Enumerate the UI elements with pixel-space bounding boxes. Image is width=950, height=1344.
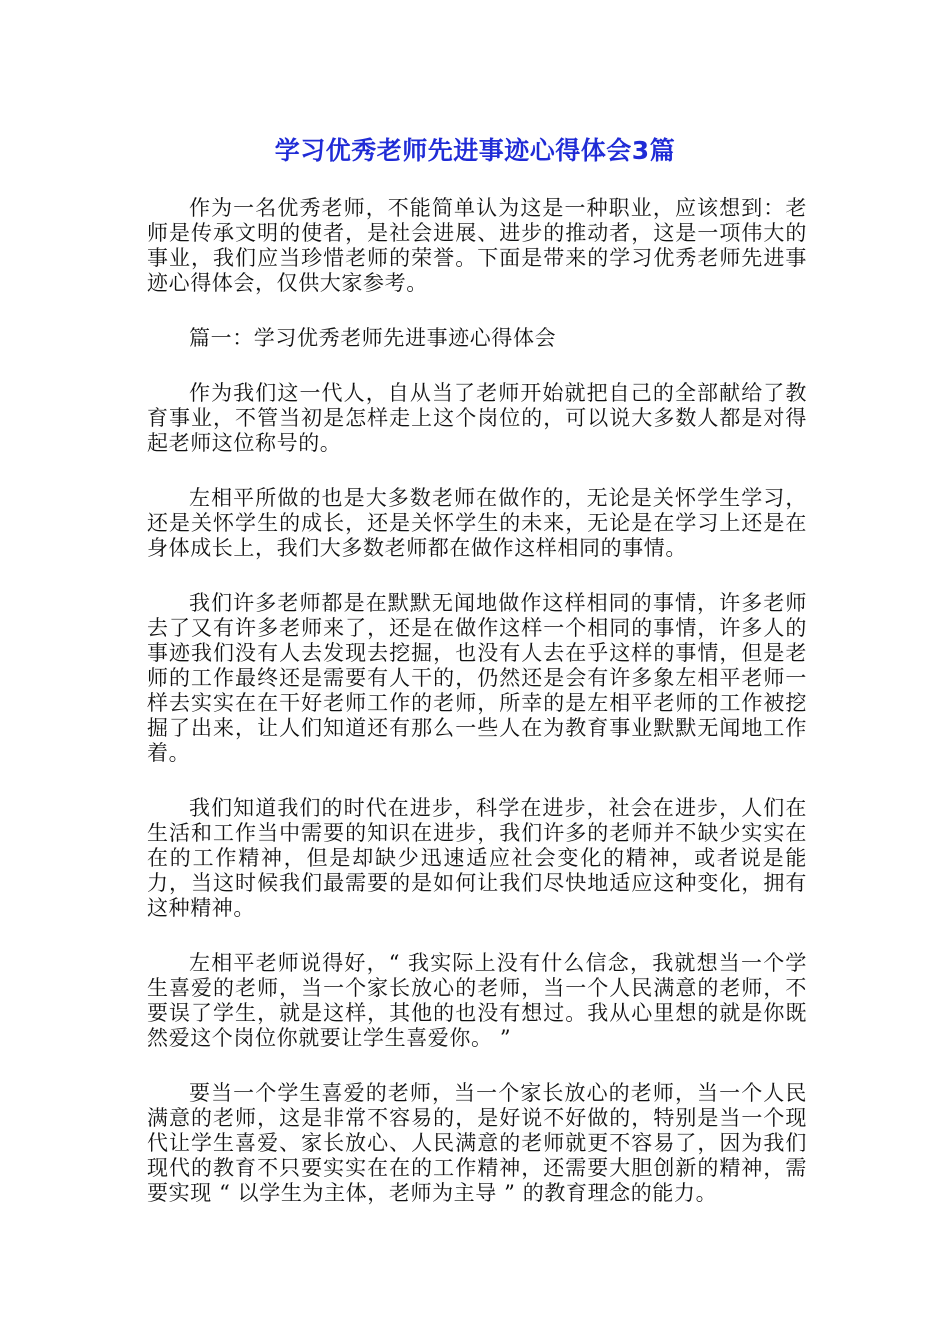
body-paragraph: 左相平老师说得好，“ 我实际上没有什么信念，我就想当一个学生喜爱的老师，当一个家长放心的老师，当一个人民满意的老师，不要误了学生，就是这样，其他的也没有想过。我从心里想的就是你既然爱这个岗位你就要让学生喜爱你。 ” (147, 951, 807, 1050)
body-paragraph: 我们知道我们的时代在进步，科学在进步，社会在进步，人们在生活和工作当中需要的知识在进步，我们许多的老师并不缺少实实在在的工作精神，但是却缺少迅速适应社会变化的精神，或者说是能力，当这时候我们最需要的是如何让我们尽快地适应这种变化，拥有这种精神。 (147, 796, 807, 920)
body-paragraph: 作为我们这一代人，自从当了老师开始就把自己的全部献给了教育事业，不管当初是怎样走上这个岗位的，可以说大多数人都是对得起老师这位称号的。 (147, 381, 807, 455)
intro-paragraph: 作为一名优秀老师，不能简单认为这是一种职业，应该想到：老师是传承文明的使者，是社会进展、进步的推动者，这是一项伟大的事业，我们应当珍惜老师的荣誉。下面是带来的学习优秀老师先进事迹心得体会，仅供大家参考。 (147, 196, 807, 295)
body-paragraph: 我们许多老师都是在默默无闻地做作这样相同的事情，许多老师去了又有许多老师来了，还是在做作这样一个相同的事情，许多人的事迹我们没有人去发现去挖掘，也没有人去在乎这样的事情，但是老师的工作最终还是需要有人干的，仍然还是会有许多象左相平老师一样去实实在在干好老师工作的老师，所幸的是左相平老师的工作被挖掘了出来，让人们知道还有那么一些人在为教育事业默默无闻地工作着。 (147, 591, 807, 765)
section-heading: 篇一：学习优秀老师先进事迹心得体会 (189, 326, 557, 350)
document-title: 学习优秀老师先进事迹心得体会3篇 (274, 136, 676, 165)
body-paragraph: 左相平所做的也是大多数老师在做作的，无论是关怀学生学习，还是关怀学生的成长，还是关怀学生的未来，无论是在学习上还是在身体成长上，我们大多数老师都在做作这样相同的事情。 (147, 486, 807, 560)
body-paragraph: 要当一个学生喜爱的老师，当一个家长放心的老师，当一个人民满意的老师，这是非常不容易的，是好说不好做的，特别是当一个现代让学生喜爱、家长放心、人民满意的老师就更不容易了，因为我们现代的教育不只要实实在在的工作精神，还需要大胆创新的精神，需要实现 “ 以学生为主体，老师为主导 ” 的教育理念的能力。 (147, 1081, 807, 1205)
document-body (147, 196, 807, 1236)
